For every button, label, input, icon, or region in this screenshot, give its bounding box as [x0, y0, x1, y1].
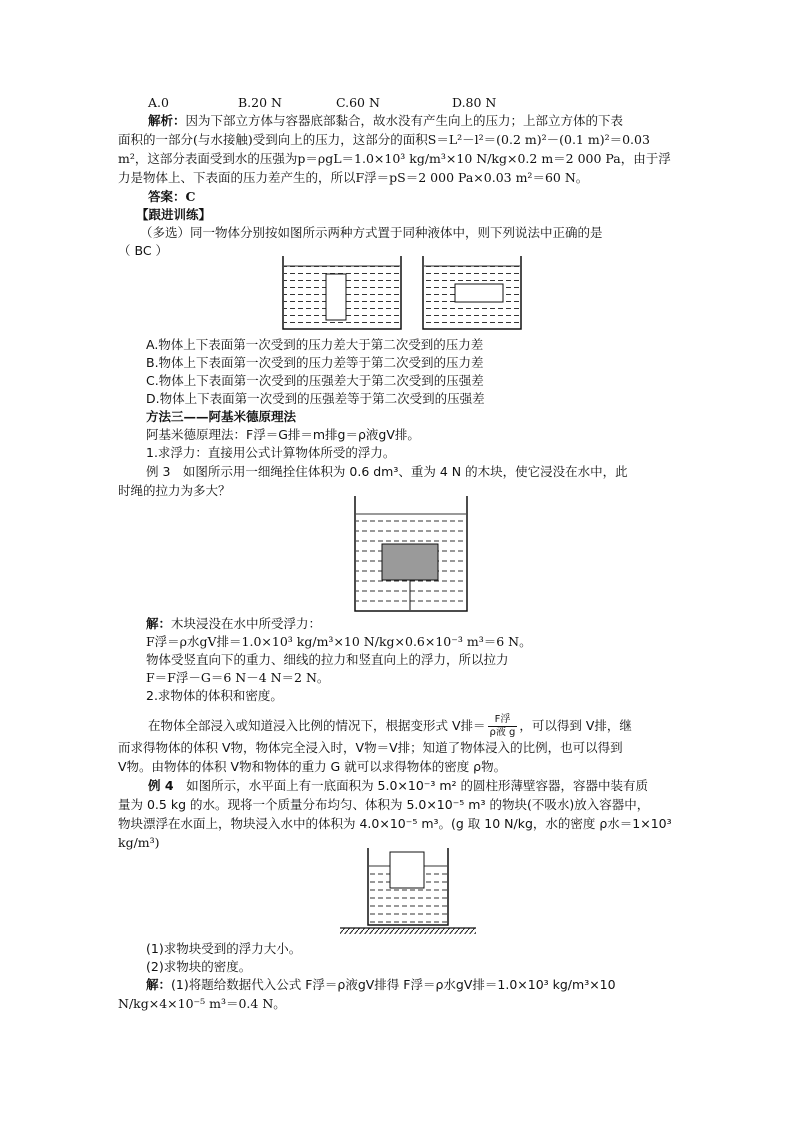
option-a: A.0 — [148, 95, 169, 110]
follow-up-stem-2: （ BC ） — [118, 243, 169, 258]
method3-principle: 阿基米德原理法：F浮＝G排＝m排g＝ρ液gV排。 — [146, 427, 420, 442]
example4-line-2: 量为 0.5 kg 的水。现将一个质量分布均匀、体积为 5.0×10⁻⁵ m³ 的物块(不吸水)放入容器中， — [118, 797, 650, 812]
analysis-line-3: m²，这部分表面受到水的压强为p＝ρgL＝1.0×10³ kg/m³×10 N/kg×0.2 m＝2 000 Pa，由于浮 — [118, 151, 671, 166]
analysis-line-2: 面积的一部分(与水接触)受到向上的压力，这部分的面积S＝L²－l²＝(0.2 m)²－(0.1 m)²＝0.03 — [118, 132, 650, 147]
example4-line-1: 例 4 如图所示，水平面上有一底面积为 5.0×10⁻³ m² 的圆柱形薄壁容器，容器中装有质 — [148, 778, 649, 793]
answer: 答案：C — [148, 189, 196, 204]
sub-question-2: (2)求物块的密度。 — [146, 959, 252, 974]
analysis-line-1: 解析：因为下部立方体与容器底部黏合，故水没有产生向上的压力；上部立方体的下表 — [148, 113, 624, 128]
fraction: F浮 ρ液 g — [489, 714, 516, 738]
solution3-line-1: 解：木块浸没在水中所受浮力： — [146, 616, 322, 631]
analysis-line-4: 力是物体上、下表面的压力差产生的，所以F浮＝pS＝2 000 Pa×0.03 m²＝60 N。 — [118, 170, 589, 185]
follow-up-stem-1: （多选）同一物体分别按如图所示两种方式置于同种液体中，则下列说法中正确的是 — [140, 225, 603, 240]
solution3-line-2: F浮＝ρ水gV排＝1.0×10³ kg/m³×10 N/kg×0.6×10⁻³ m³＝6 N。 — [146, 634, 532, 649]
option-d: D.80 N — [452, 95, 497, 110]
example4-line-4: kg/m³) — [118, 835, 160, 850]
method3-item1: 1.求浮力：直接用公式计算物体所受的浮力。 — [146, 445, 396, 460]
example4-line-3: 物块漂浮在水面上，物块浸入水中的体积为 4.0×10⁻⁵ m³。(g 取 10 N/kg，水的密度 ρ水＝1×10³ — [118, 816, 672, 831]
method3-heading: 方法三——阿基米德原理法 — [146, 409, 297, 424]
follow-up-heading: 【跟进训练】 — [136, 207, 212, 222]
solution4-line-2: N/kg×4×10⁻⁵ m³＝0.4 N。 — [118, 996, 286, 1011]
solution4-line-1: 解：(1)将题给数据代入公式 F浮＝ρ液gV排得 F浮＝ρ水gV排＝1.0×10³ kg/m³×10 — [146, 977, 616, 992]
sub-question-1: (1)求物块受到的浮力大小。 — [146, 941, 302, 956]
follow-up-option-d: D.物体上下表面第一次受到的压强差等于第二次受到的压强差 — [146, 391, 485, 406]
solution3-line-4: F＝F浮－G＝6 N－4 N＝2 N。 — [146, 670, 330, 685]
follow-up-option-c: C.物体上下表面第一次受到的压强差大于第二次受到的压强差 — [146, 373, 484, 388]
example3-line-1: 例 3 如图所示用一细绳拴住体积为 0.6 dm³、重为 4 N 的木块，使它浸没在水中，此 — [146, 464, 628, 479]
analysis-label: 解析： — [148, 113, 186, 128]
solution3-line-3: 物体受竖直向下的重力、细线的拉力和竖直向上的浮力，所以拉力 — [146, 652, 509, 667]
para-line-1: 在物体全部浸入或知道浸入比例的情况下，根据变形式 V排＝ F浮 ρ液 g ，可以得到 V排，继 — [148, 714, 632, 738]
follow-up-option-b: B.物体上下表面第一次受到的压力差等于第二次受到的压力差 — [146, 355, 484, 370]
example3-line-2: 时绳的拉力为多大？ — [118, 483, 231, 498]
para-line-3: V物。由物体的体积 V物和物体的重力 G 就可以求得物体的密度 ρ物。 — [118, 759, 507, 774]
para-line-2: 而求得物体的体积 V物，物体完全浸入时，V物＝V排；知道了物体浸入的比例，也可以得到 — [118, 740, 623, 755]
two-containers-figure — [282, 256, 522, 332]
tied-block-figure — [354, 496, 468, 612]
item2: 2.求物体的体积和密度。 — [146, 688, 283, 703]
option-c: C.60 N — [336, 95, 380, 110]
floating-block-figure — [338, 846, 478, 938]
follow-up-option-a: A.物体上下表面第一次受到的压力差大于第二次受到的压力差 — [146, 337, 484, 352]
option-b: B.20 N — [238, 95, 282, 110]
